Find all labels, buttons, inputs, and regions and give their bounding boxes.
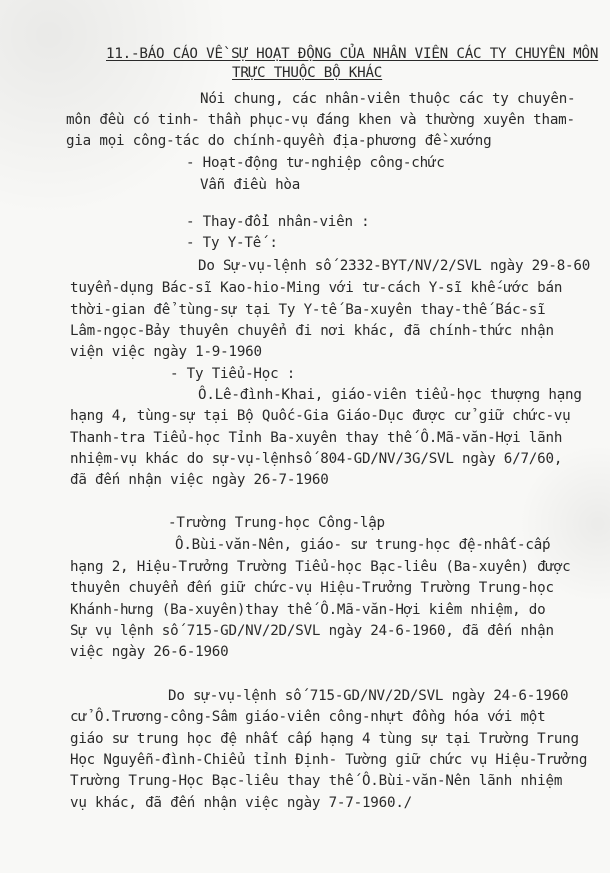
primary-paragraph-line: Ô.Lê-đình-Khai, giáo-viên tiểu-học thượng hạng xyxy=(198,387,582,403)
secondary-paragraph-line: thuyên chuyển đến giữ chức-vụ Hiệu-Trưởng Trường Trung-học xyxy=(70,580,554,596)
secondary-paragraph-line: hạng 2, Hiệu-Trưởng Trường Tiểu-học Bạc-liêu (Ba-xuyên) được xyxy=(70,559,571,575)
final-paragraph-line: giáo sư trung học đệ nhất cấp hạng 4 tùng sự tại Trường Trung xyxy=(70,731,579,747)
final-paragraph-line: cử Ô.Trương-công-Sâm giáo-viên công-nhựt đồng hóa với một xyxy=(70,709,546,725)
health-paragraph-line: Do Sự-vụ-lệnh số 2332-BYT/NV/2/SVL ngày 29-8-60 xyxy=(198,258,591,274)
primary-paragraph-line: hạng 4, tùng-sự tại Bộ Quốc-Gia Giáo-Dục được cử giữ chức-vụ xyxy=(70,408,571,424)
primary-paragraph-line: Thanh-tra Tiểu-học Tỉnh Ba-xuyên thay thế Ô.Mã-văn-Hợi lãnh xyxy=(70,430,563,446)
section-heading-training: - Hoạt-động tư-nghiệp công-chức xyxy=(186,155,445,171)
final-paragraph-line: Trường Trung-Học Bạc-liêu thay thế Ô.Bùi-văn-Nên lãnh nhiệm xyxy=(70,773,563,789)
section-heading-staff-changes: - Thay-đổi nhân-viên : xyxy=(186,214,370,230)
health-paragraph-line: viện việc ngày 1-9-1960 xyxy=(70,344,262,360)
intro-line: môn đều có tinh- thần phục-vụ đáng khen và thường xuyên tham- xyxy=(66,112,575,128)
primary-paragraph-line: đã đến nhận việc ngày 26-7-1960 xyxy=(70,472,329,488)
intro-line: gia mọi công-tác do chính-quyền địa-phương đề-xướng xyxy=(66,133,492,149)
primary-paragraph-line: nhiệm-vụ khác do sự-vụ-lệnhsố 804-GD/NV/3G/SVL ngày 6/7/60, xyxy=(70,451,563,467)
secondary-paragraph-line: Sự vụ lệnh số 715-GD/NV/2D/SVL ngày 24-6-1960, đã đến nhận xyxy=(70,623,554,639)
secondary-paragraph-line: Khánh-hưng (Ba-xuyên)thay thế Ô.Mã-văn-Hợi kiêm nhiệm, do xyxy=(70,602,546,618)
subsection-heading-secondary: -Trường Trung-học Công-lập xyxy=(168,515,385,531)
health-paragraph-line: tuyển-dụng Bác-sĩ Kao-hio-Ming với tư-cách Y-sĩ khế-ước bán xyxy=(70,280,563,296)
document-subtitle: TRỰC THUỘC BỘ KHÁC xyxy=(232,65,383,81)
document-title: 11.-BÁO CÁO VỀ SỰ HOẠT ĐỘNG CỦA NHÂN VIÊN CÁC TY CHUYÊN MÔN xyxy=(106,46,599,62)
health-paragraph-line: thời-gian để tùng-sự tại Ty Y-tế Ba-xuyên thay-thế Bác-sĩ xyxy=(70,302,546,318)
section-text-training: Vẫn điều hòa xyxy=(200,177,301,193)
health-paragraph-line: Lâm-ngọc-Bảy thuyên chuyển đi nơi khác, đã chính-thức nhận xyxy=(70,323,554,339)
final-paragraph-line: vụ khác, đã đến nhận việc ngày 7-7-1960./ xyxy=(70,795,413,811)
subsection-heading-primary: - Ty Tiểu-Học : xyxy=(170,366,296,382)
subsection-heading-health: - Ty Y-Tế : xyxy=(186,235,278,251)
secondary-paragraph-line: việc ngày 26-6-1960 xyxy=(70,644,229,660)
secondary-paragraph-line: Ô.Bùi-văn-Nên, giáo- sư trung-học đệ-nhất-cấp xyxy=(175,537,551,553)
final-paragraph-line: Học Nguyễn-đình-Chiểu tỉnh Định- Tường giữ chức vụ Hiệu-Trưởng xyxy=(70,752,588,768)
intro-line: Nói chung, các nhân-viên thuộc các ty chuyên- xyxy=(200,91,576,107)
final-paragraph-line: Do sự-vụ-lệnh số 715-GD/NV/2D/SVL ngày 24-6-1960 xyxy=(168,688,569,704)
